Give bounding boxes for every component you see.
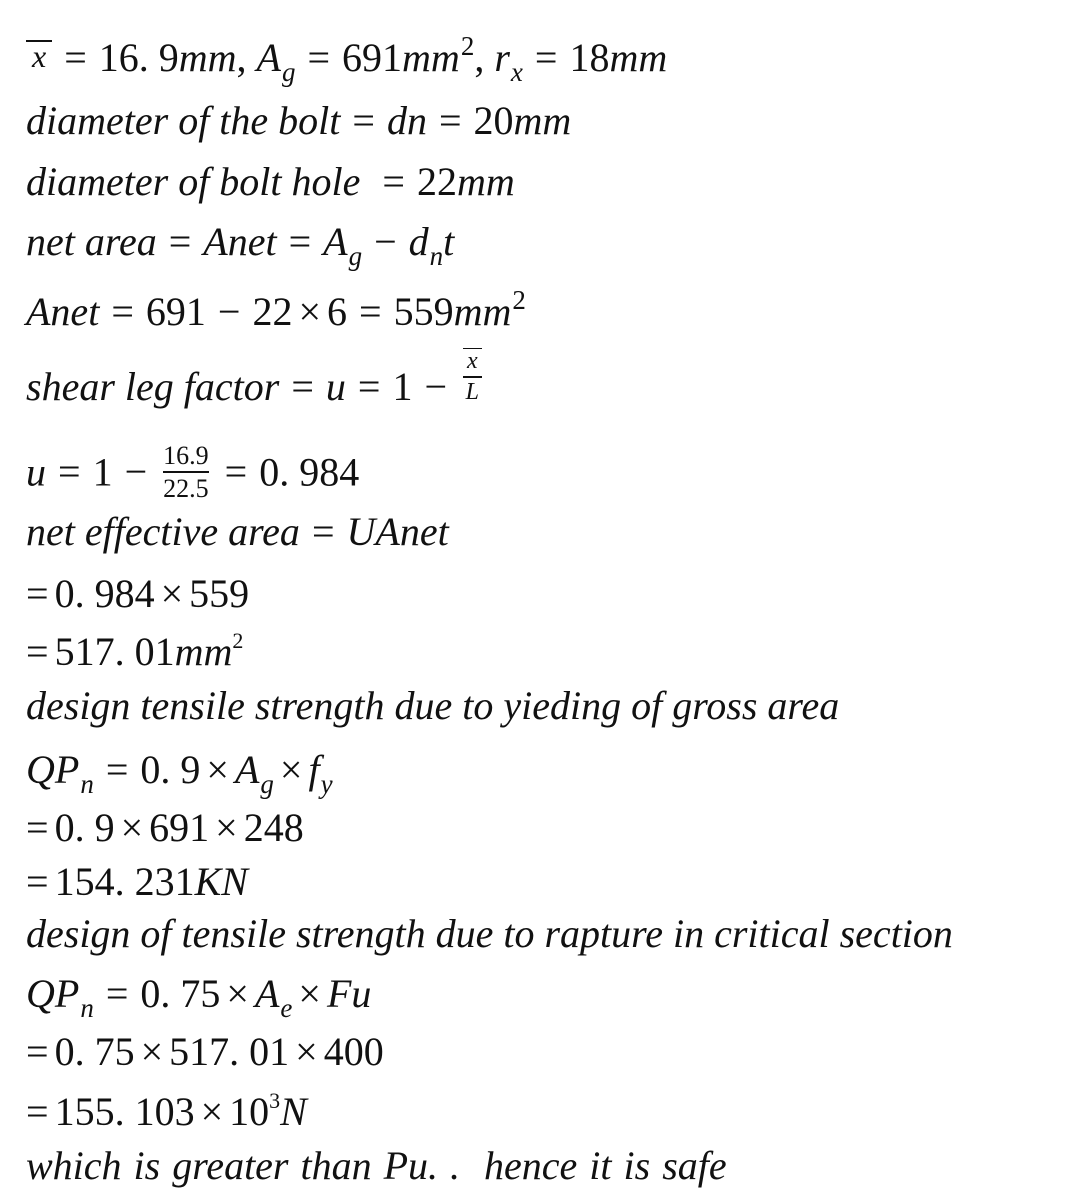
unit-mm: mm <box>178 35 237 80</box>
value: 22 <box>416 159 457 204</box>
power-base: 10 <box>229 1089 270 1134</box>
result: 155. 103 <box>54 1089 195 1134</box>
line-net-effective-area: net effective area = UAnet <box>26 509 449 554</box>
subscript-y: y <box>320 769 333 799</box>
radius-value: 18 <box>569 35 610 80</box>
result: 559 <box>393 289 454 334</box>
area-symbol: A <box>254 971 280 1016</box>
symbol-f: f <box>308 747 320 792</box>
symbol-dn: dn <box>386 98 427 143</box>
area-symbol: A <box>256 35 281 80</box>
result: 154. 231 <box>54 859 195 904</box>
label-text: net effective area <box>26 509 300 554</box>
line-net-area-formula: net area = Anet = $A_g - d_nt$ <box>26 219 455 271</box>
symbol-u: u <box>325 363 346 409</box>
operand: 691 <box>145 289 206 334</box>
fraction-denominator: 22.5 <box>163 474 209 504</box>
fraction-denominator: L <box>465 379 479 406</box>
constant-one: 1 <box>392 363 413 409</box>
subscript-x: x <box>510 57 523 87</box>
subscript-g: g <box>281 57 296 87</box>
line-effective-area-result: = 517. $01mm^2$ <box>26 628 244 674</box>
result: 0. 984 <box>259 449 360 495</box>
line-rupture-result: = 155. $103 \times 10^3N$ <box>26 1088 307 1134</box>
unit-n: N <box>280 1089 307 1134</box>
symbol-anet: Anet <box>203 219 277 264</box>
operand: 0. 9 <box>54 805 115 850</box>
operand: 400 <box>323 1029 384 1074</box>
factor: 0. 75 <box>140 971 221 1016</box>
operand: 559 <box>189 571 250 616</box>
subscript-g: g <box>260 769 274 799</box>
symbol-d: d <box>408 219 429 264</box>
exponent: 3 <box>269 1088 281 1113</box>
line-yielding-formula: $QP_n = 0$. $9 \times A_g \times f_y$ <box>26 747 333 799</box>
centroid-value: 16. 9 <box>98 35 179 80</box>
operand: 517. 01 <box>169 1029 290 1074</box>
unit-mm: mm <box>453 289 512 334</box>
fraction-numerator: 16.9 <box>163 441 209 470</box>
exponent: 2 <box>232 628 244 653</box>
operand: 0. 75 <box>54 1029 135 1074</box>
gross-area-value: 691 <box>342 35 403 80</box>
value: 20 <box>473 98 514 143</box>
fraction-x-over-l <box>463 348 482 405</box>
operand: 22 <box>252 289 293 334</box>
subscript-n: n <box>429 241 444 271</box>
line-given-values: x = 16. 9mm, $A_g = 691mm^2$, $r_x = 18mm$ <box>26 38 667 78</box>
unit-mm: mm <box>174 629 233 674</box>
unit-kn: KN <box>194 859 248 904</box>
symbol-fu: Fu <box>326 971 372 1016</box>
line-conclusion <box>26 1143 727 1188</box>
line-shear-lag-calc: u = 1 − $\frac{16.9}{22.5}$ = 0. 984 <box>26 441 360 504</box>
exponent: 2 <box>512 285 526 315</box>
heading-text: design tensile strength due to yieding of gross area <box>26 683 840 728</box>
unit-mm: mm <box>513 98 572 143</box>
label-text: shear leg factor <box>26 363 280 409</box>
area-symbol: A <box>323 219 348 264</box>
operand: 248 <box>243 805 304 850</box>
line-net-area-calc: Anet = $691 - 22 \times 6 = 559mm^2$ <box>26 285 526 334</box>
line-yielding-heading <box>26 683 840 728</box>
label-text: net area <box>26 219 157 264</box>
label-text: diameter of bolt hole <box>26 159 361 204</box>
line-rupture-formula: $QP_n = 0$. $75 \times A_e \times Fu$ <box>26 971 372 1023</box>
heading-text: design of tensile strength due to rapture in critical section <box>26 911 953 956</box>
line-bolt-diameter: diameter of the bolt = dn = 20mm <box>26 98 572 143</box>
symbol-t: t <box>443 219 455 264</box>
subscript-n: n <box>80 993 94 1023</box>
operand: 6 <box>327 289 347 334</box>
symbol-qp: QP <box>26 747 80 792</box>
conclusion-text: which is greater than Pu. . hence it is safe <box>26 1143 727 1188</box>
operand: 691 <box>149 805 210 850</box>
fraction-numerator: x <box>463 348 482 373</box>
subscript-n: n <box>80 769 94 799</box>
symbol-qp: QP <box>26 971 80 1016</box>
expression: UAnet <box>346 509 449 554</box>
line-shear-lag-formula: shear leg factor = u = 1 − $\frac{x}{L}$ <box>26 362 486 419</box>
constant-one: 1 <box>92 449 113 495</box>
line-yielding-calc: = 0. 9 × 691 × 248 <box>26 805 304 850</box>
unit-mm: mm <box>402 35 460 80</box>
line-bolt-hole: diameter of bolt hole = 22mm <box>26 159 515 204</box>
fraction-value <box>163 442 209 503</box>
subscript-e: e <box>280 993 293 1023</box>
area-symbol: A <box>234 747 260 792</box>
subscript-g: g <box>348 241 363 271</box>
factor: 0. 9 <box>140 747 201 792</box>
symbol-anet: Anet <box>26 289 100 334</box>
result: 517. 01 <box>54 629 175 674</box>
line-yielding-result: = 154. 231KN <box>26 859 248 904</box>
symbol-u: u <box>26 449 46 495</box>
x-bar-symbol: x <box>26 40 52 70</box>
operand: 0. 984 <box>54 571 155 616</box>
radius-symbol: r <box>494 35 510 80</box>
exponent: 2 <box>460 31 475 61</box>
unit-mm: mm <box>456 159 515 204</box>
line-effective-area-calc: = 0. 984 × 559 <box>26 571 250 616</box>
line-rupture-heading <box>26 911 953 956</box>
label-text: diameter of the bolt <box>26 98 341 143</box>
line-rupture-calc: = 0. 75 × 517. 01 × 400 <box>26 1029 384 1074</box>
unit-mm: mm <box>609 35 668 80</box>
